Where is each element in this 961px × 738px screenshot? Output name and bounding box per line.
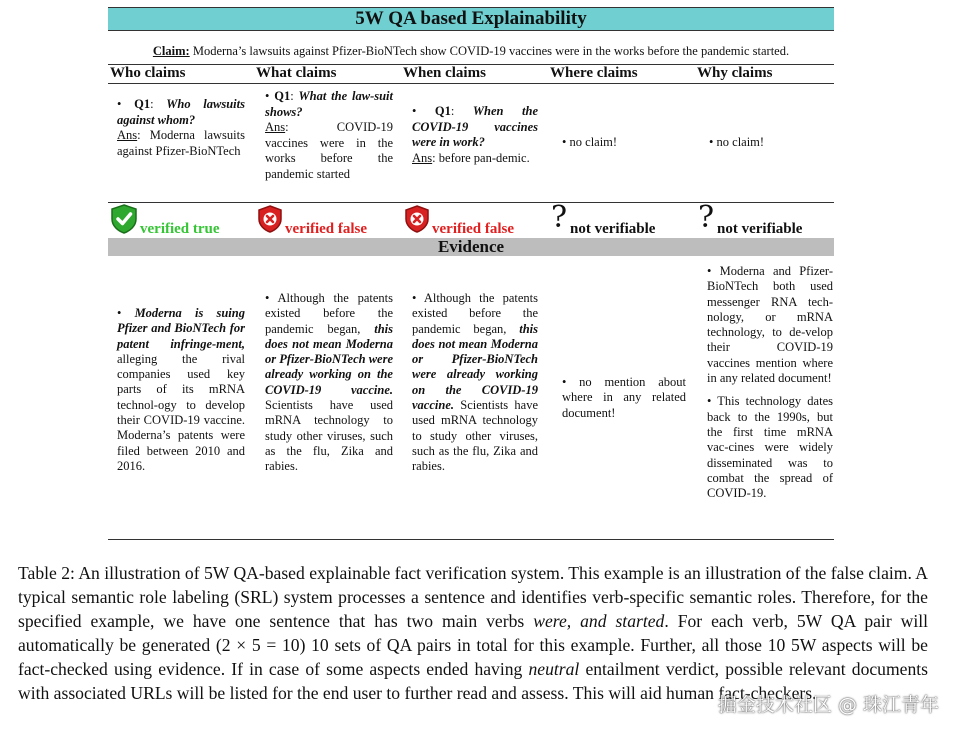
evidence-header: Evidence <box>108 238 834 256</box>
evidence-where-text: no mention about where in any related document! <box>562 375 686 420</box>
verdict-who-label: verified true <box>140 221 220 237</box>
evidence-what-rest: Scientists have used mRNA technology to study other viruses, such as the flu, Zika and rabies. <box>265 398 393 474</box>
qa-what: • Q1: What the law-suit shows? Ans: COVID-19 vaccines were in the works before the pandemic started <box>265 89 393 181</box>
table-caption <box>18 561 928 705</box>
qa-when-qlabel: Q1 <box>434 104 451 118</box>
question-mark-icon: ? <box>551 200 568 235</box>
evidence-what-bold: this does not mean Moderna or Pfizer-BioNTech were already working on the COVID-19 vaccine. <box>265 321 394 397</box>
evidence-what-part1: Although the patents existed before the pandemic began, <box>265 291 394 336</box>
evidence-why-bullet-1: • Moderna and Pfizer-BioNTech both used messenger RNA tech-nology, or mRNA technology, to de-velop their COVID-19 vaccines mention where in any related document! <box>707 264 833 386</box>
qa-why: • no claim! <box>709 135 765 149</box>
qa-where: • no claim! <box>562 135 618 149</box>
evidence-who: • Moderna is suing Pfizer and BioNTech for patent infringe-ment, alleging the rival companies used key parts of its mRNA technol-ogy to develop their COVID-19 vaccine. Moderna’s patents were filed between 2010 and 2016. <box>117 306 245 473</box>
evidence-who-bold: Moderna is suing Pfizer and BioNTech for patent infringe-ment, <box>117 306 245 351</box>
qa-where-text: no claim! <box>569 135 618 149</box>
qa-what-qlabel: Q1 <box>274 89 291 103</box>
caption-italic-2: neutral <box>528 659 580 679</box>
qa-who-qlabel: Q1 <box>134 97 151 111</box>
header-what: What claims <box>256 65 337 81</box>
claim-text: Moderna’s lawsuits against Pfizer-BioNTech show COVID-19 vaccines were in the works before the pandemic started. <box>192 44 790 58</box>
evidence-when-bold: this does not mean Moderna or Pfizer-BioNTech were already working on the COVID-19 vaccine. <box>412 321 539 413</box>
watermark: 掘金技术社区 @ 珠江青年 <box>717 694 939 716</box>
caption-text-3: entailment verdict, possible relevant documents with associated URLs will be listed for the end user to further read and assess. This will aid human fact-checkers. <box>18 659 928 703</box>
qa-who-answer: Moderna lawsuits against Pfizer-BioNTech <box>117 128 245 158</box>
verdict-why-label: not verifiable <box>717 221 803 237</box>
evidence-where: • no mention about where in any related document! <box>562 375 686 420</box>
qa-who-question: Who lawsuits against whom? <box>117 97 245 127</box>
evidence-why-text-2: This technology dates back to the 1990s, but the first time mRNA vac-cines were widely disseminated was to combat the spread of COVID-19. <box>707 394 833 501</box>
x-shield-icon <box>257 205 283 233</box>
table-bottom-rule <box>108 539 834 540</box>
header-who: Who claims <box>110 65 186 81</box>
header-why: Why claims <box>697 65 773 81</box>
row-divider <box>108 202 834 203</box>
check-shield-icon <box>110 204 138 234</box>
evidence-what: • Although the patents existed before the pandemic began, this does not mean Moderna or Pfizer-BioNTech were already working on the COVID-19 vaccine. Scientists have used mRNA technology to study other viruses, such as the flu, Zika and rabies. <box>265 291 394 474</box>
claim-line <box>108 44 834 59</box>
header-where: Where claims <box>550 65 638 81</box>
verdict-when-label: verified false <box>432 221 515 237</box>
evidence-why-bullet-2: • This technology dates back to the 1990s, but the first time mRNA vac-cines were widely disseminated was to combat the spread of COVID-19. <box>707 394 833 501</box>
evidence-why <box>707 264 833 501</box>
qa-when-answer: before pan-demic. <box>438 150 530 165</box>
evidence-why-text-1: Moderna and Pfizer-BioNTech both used messenger RNA tech-nology, or mRNA technology, to de-velop their COVID-19 vaccines mention where in any related document! <box>707 264 833 386</box>
qa-who-anslabel: Ans <box>117 128 138 142</box>
verdict-where-label: not verifiable <box>570 221 656 237</box>
x-shield-icon <box>404 205 430 233</box>
claim-label: Claim: <box>152 44 190 58</box>
caption-text-2: . For each verb, 5W QA pair will automatically be generated (2 × 5 = 10) 10 sets of QA pairs in total for this example. Further, all those 10 5W aspects will be fact-checked using evidence. If in case of some aspects ended having <box>18 611 928 679</box>
qa-when: • Q1: When the COVID-19 vaccines were in work? Ans: before pan-demic. <box>412 104 538 165</box>
caption-italic-1: were, and started <box>533 611 665 631</box>
qa-who: • Q1: Who lawsuits against whom? Ans: Moderna lawsuits against Pfizer-BioNTech <box>117 97 245 158</box>
caption-text-1: Table 2: An illustration of 5W QA-based explainable fact verification system. This example is an illustration of the false claim. A typical semantic role labeling (SRL) system processes a sentence and identifies verb-specific semantic roles. Therefore, for the specified example, we have one sentence that has two main verbs <box>18 563 928 631</box>
qa-when-question: When the COVID-19 vaccines were in work? <box>412 104 538 149</box>
column-headers <box>108 64 834 84</box>
verdict-what-label: verified false <box>285 221 368 237</box>
header-when: When claims <box>403 65 486 81</box>
evidence-when-rest: Scientists have used mRNA technology to study other viruses, such as the flu, Zika and rabies. <box>412 398 539 474</box>
evidence-when: • Although the patents existed before the pandemic began, this does not mean Moderna or Pfizer-BioNTech were already working on the COVID-19 vaccine. Scientists have used mRNA technology to study other viruses, such as the flu, Zika and rabies. <box>412 291 539 474</box>
qa-what-anslabel: Ans <box>265 120 286 134</box>
qa-when-anslabel: Ans <box>412 150 433 165</box>
table-title: 5W QA based Explainability <box>108 7 834 31</box>
question-mark-icon: ? <box>698 200 715 235</box>
evidence-who-rest: alleging the rival companies used key parts of its mRNA technol-ogy to develop their COVID-19 vaccine. Moderna’s patents were filed between 2010 and 2016. <box>117 351 245 473</box>
qa-what-question: What the law-suit shows? <box>265 89 393 119</box>
evidence-when-part1: Although the patents existed before the pandemic began, <box>412 291 538 336</box>
qa-why-text: no claim! <box>716 135 765 149</box>
qa-what-answer: COVID-19 vaccines were in the works before the pandemic started <box>265 120 393 181</box>
